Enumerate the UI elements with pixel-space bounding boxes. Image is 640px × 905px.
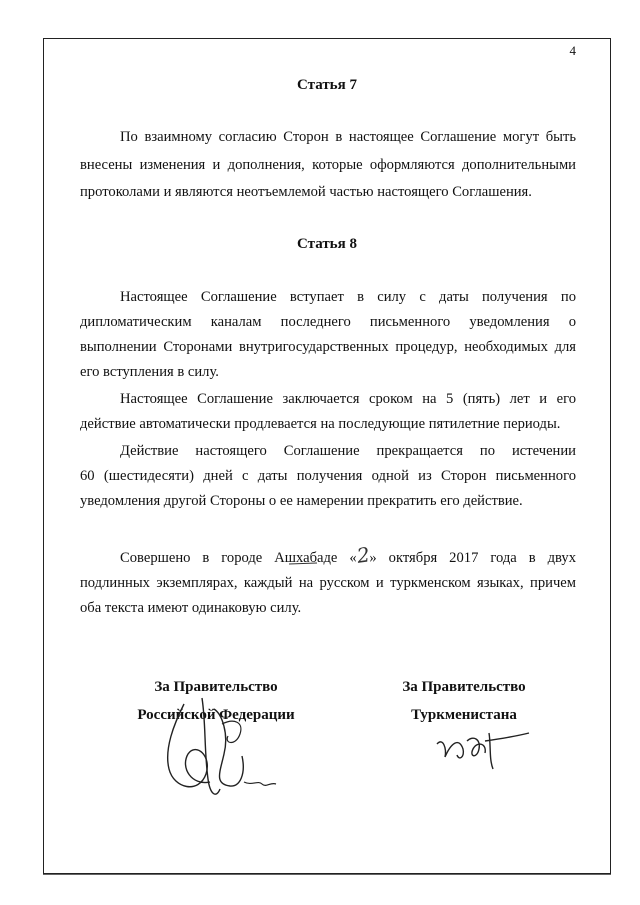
right-signature [429, 719, 534, 774]
article-7-line-3: протоколами и являются неотъемлемой частью настоящего Соглашения. [80, 184, 532, 200]
article-8-p2-line-1: Настоящее Соглашение заключается сроком на 5 (пять) лет и его [120, 391, 576, 407]
left-signatory-line-2: Российской Федерации [137, 707, 295, 723]
handwritten-day: 2 [355, 542, 372, 568]
right-signatory-line-1: За Правительство [402, 679, 526, 695]
article-8-title: Статья 8 [297, 236, 357, 252]
article-7-line-1: По взаимному согласию Сторон в настоящее Соглашение могут быть [120, 129, 576, 145]
page-number: 4 [569, 43, 576, 58]
article-8-p3-line-3: уведомления другой Стороны о ее намерении прекратить его действие. [80, 493, 523, 509]
article-8-p1-line-1: Настоящее Соглашение вступает в силу с даты получения по [120, 289, 576, 305]
article-8-p3-line-1: Действие настоящего Соглашение прекращается по истечении [120, 443, 576, 459]
closing-post: » октября 2017 года в двух [369, 550, 576, 566]
closing-pre: Совершено в городе Ашхабаде « [120, 550, 357, 566]
closing-line-3: оба текста имеют одинаковую силу. [80, 600, 302, 616]
right-signatory-line-2: Туркменистана [411, 707, 517, 723]
article-8-p1-line-2: дипломатическим каналам последнего письменного уведомления о [80, 314, 576, 330]
article-8-p3-line-2: 60 (шестидесяти) дней с даты получения одной из Сторон письменного [80, 468, 576, 484]
day-underline [288, 559, 318, 567]
left-signatory-line-1: За Правительство [154, 679, 278, 695]
closing-line-1 [120, 542, 576, 568]
article-8-p1-line-4: его вступления в силу. [80, 364, 219, 380]
page-frame [43, 38, 611, 874]
article-7-title: Статья 7 [297, 77, 357, 93]
left-signature [144, 694, 279, 819]
article-7-line-2: внесены изменения и дополнения, которые оформляются дополнительными [80, 157, 576, 173]
article-8-p2-line-2: действие автоматически продлевается на последующие пятилетние периоды. [80, 416, 561, 432]
article-8-p1-line-3: выполнении Сторонами внутригосударственных процедур, необходимых для [80, 339, 576, 355]
frame-bottom-rule [43, 874, 611, 875]
closing-line-2: подлинных экземплярах, каждый на русском и туркменском языках, причем [80, 575, 576, 591]
